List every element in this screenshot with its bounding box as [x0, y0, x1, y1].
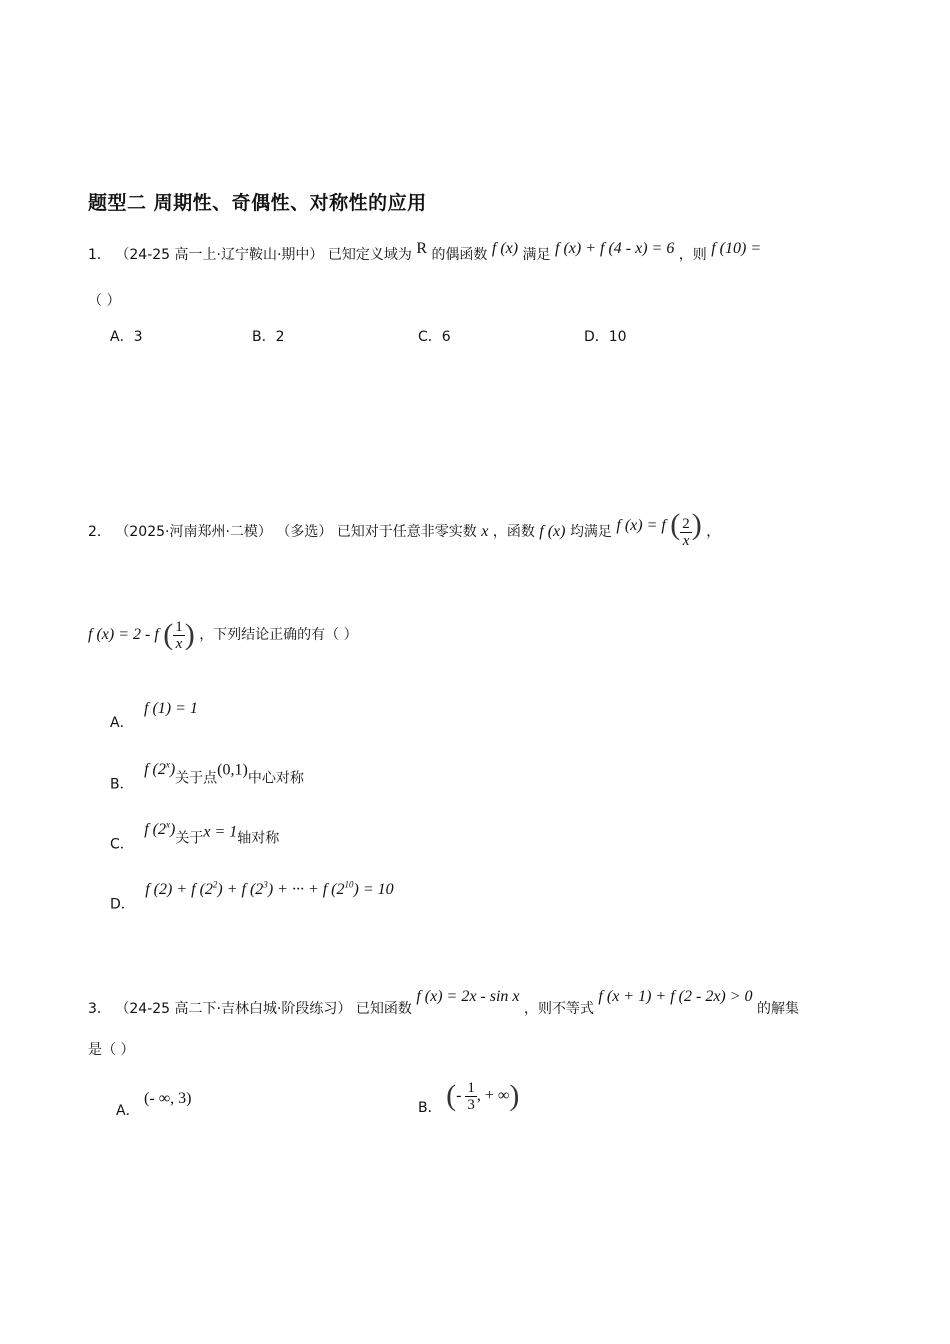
- fraction: $\frac{1}{x}$: [175, 618, 183, 652]
- question-source: （24-25 高二下·吉林白城·阶段练习）: [115, 1001, 352, 1017]
- fraction: $\frac{2}{x}$: [682, 515, 690, 549]
- question-text: ，则: [678, 247, 707, 263]
- question-text: 已知对于任意非零实数: [336, 524, 477, 540]
- math-condition-2: f (x) = 2 - f: [88, 626, 159, 643]
- question-1-stem: [88, 240, 761, 264]
- question-text: 已知定义域为: [327, 247, 412, 263]
- multi-select-tag: （多选）: [276, 524, 333, 540]
- question-text: 的解集: [757, 1001, 799, 1017]
- math-function: f (x): [491, 240, 519, 257]
- math-axis: x = 1: [203, 823, 238, 841]
- math-condition-1: f (x) = f: [616, 517, 666, 534]
- option-text: 关于: [175, 830, 204, 847]
- math-domain: R: [416, 240, 427, 257]
- question-text: ，下列结论正确的有（ ）: [199, 627, 358, 643]
- math-expression: f (2$^x$): [144, 760, 176, 779]
- fraction: $\frac{1}{3}$: [467, 1079, 475, 1113]
- question-text: 的偶函数: [431, 247, 488, 263]
- option-d[interactable]: D．10: [584, 329, 627, 345]
- question-text: 已知函数: [355, 1001, 412, 1017]
- option-d[interactable]: D． f (2) + f $(2^2) + f$ $(2^3)$ + ··· + f $(2^{10}) = 10$: [110, 880, 394, 913]
- answer-blank: （ ）: [88, 293, 121, 309]
- option-text: 轴对称: [237, 830, 280, 847]
- option-a[interactable]: A． f (1) = 1: [110, 700, 198, 731]
- math-inequality: f (x + 1) + f (2 - 2x) > 0: [598, 988, 753, 1005]
- math-point: (0,1): [217, 761, 248, 779]
- question-number: 2．: [88, 524, 111, 540]
- math-expression: f (2$^x$): [144, 820, 176, 839]
- option-a[interactable]: A． (- ∞, 3): [116, 1090, 192, 1119]
- math-function: f (x): [539, 523, 566, 540]
- question-number: 1．: [88, 247, 111, 263]
- question-source: （24-25 高一上·辽宁鞍山·期中）: [115, 247, 324, 263]
- math-function-def: f (x) = 2x - sin x: [416, 988, 520, 1005]
- math-var: x: [481, 523, 489, 540]
- option-b[interactable]: B．2: [252, 329, 285, 345]
- math-interval: (- ∞, 3): [144, 1090, 192, 1107]
- question-text: ，函数: [492, 524, 535, 540]
- question-number: 3．: [88, 1001, 111, 1017]
- question-text: ，则不等式: [523, 1001, 594, 1017]
- question-3-stem: [88, 988, 799, 1018]
- question-source: （2025·河南郑州·二模）: [115, 524, 272, 540]
- option-b[interactable]: B． f (2$^x$)关于点(0,1)中心对称: [110, 760, 304, 793]
- question-text: 满足: [522, 247, 551, 263]
- math-expression: f (2) + f $(2^2) + f$ $(2^3)$ + ··· + f $(2^{10}) = 10$: [145, 880, 394, 899]
- option-a[interactable]: A．3: [110, 329, 143, 345]
- question-2-stem: 2． （2025·河南郑州·二模） （多选） 已知对于任意非零实数 x ，函数 f (x) 均满足 f (x) = f ( $\frac{2}{x}$ ) ，: [88, 508, 721, 549]
- question-3-stem-cont: 是（ ）: [88, 1042, 135, 1058]
- option-c[interactable]: C． f (2$^x$)关于x = 1轴对称: [110, 820, 280, 853]
- option-text: 中心对称: [247, 770, 304, 787]
- question-text: 均满足: [569, 524, 612, 540]
- math-ask: f (10) =: [711, 240, 762, 257]
- option-b[interactable]: B． (- $\frac{1}{3}$ , + ∞): [418, 1079, 520, 1116]
- question-2-condition-2: f (x) = 2 - f ( $\frac{1}{x}$ ) ，下列结论正确的有（ ）: [88, 618, 358, 652]
- question-text: ，: [706, 524, 721, 540]
- option-text: 关于点: [175, 770, 218, 787]
- option-c[interactable]: C．6: [418, 329, 451, 345]
- math-condition: f (x) + f (4 - x) = 6: [555, 240, 675, 257]
- math-expression: f (1) = 1: [144, 700, 198, 717]
- section-title: 题型二 周期性、奇偶性、对称性的应用: [88, 192, 427, 214]
